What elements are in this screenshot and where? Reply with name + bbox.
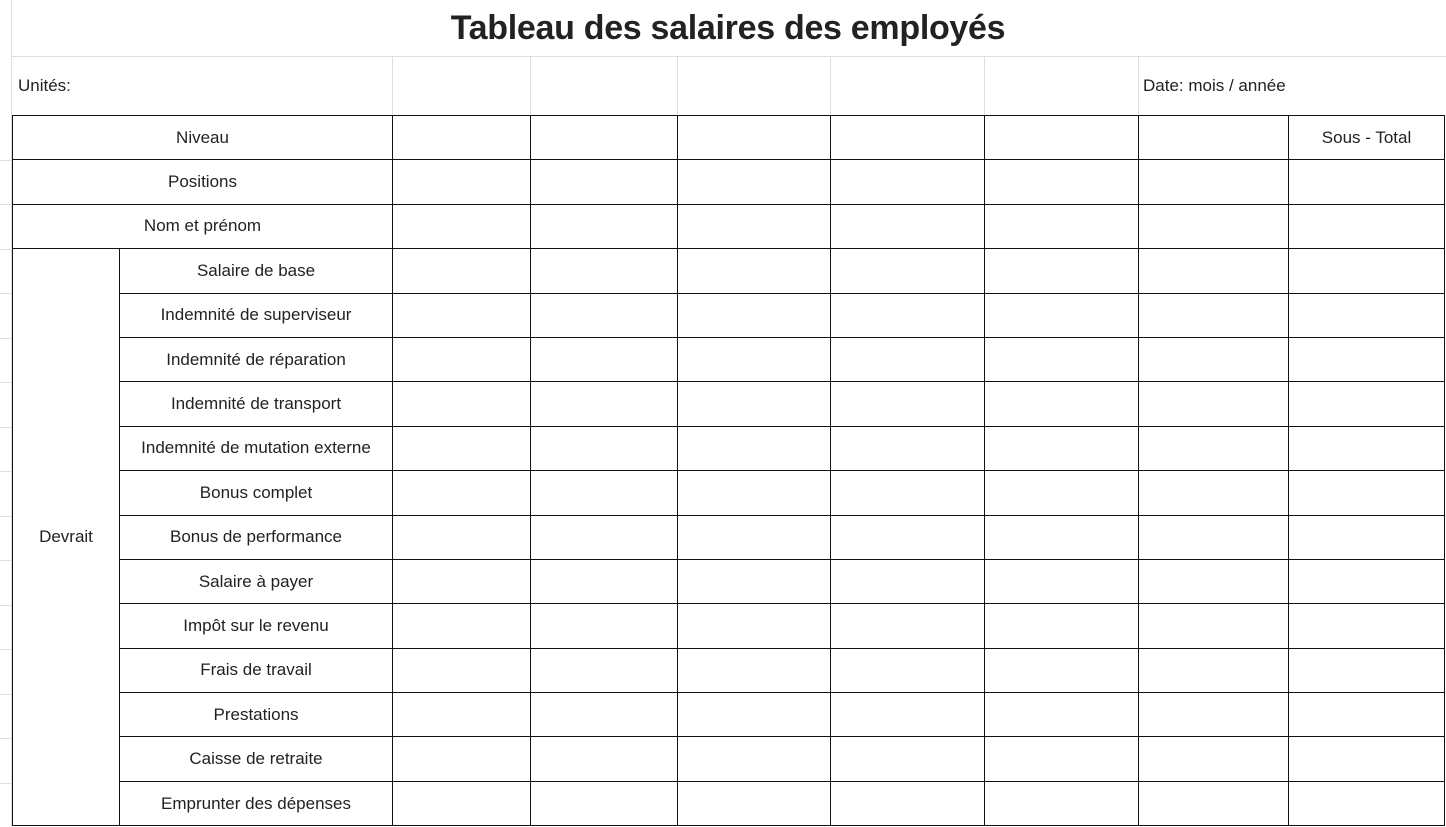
table-row [13,471,1445,515]
table-cell[interactable] [985,648,1139,692]
table-row [13,382,1445,426]
row-label-cell[interactable]: Salaire à payer [120,559,393,603]
table-cell[interactable] [1289,426,1445,470]
table-cell[interactable] [831,426,985,470]
table-cell[interactable] [985,471,1139,515]
table-cell[interactable] [393,426,531,470]
table-cell[interactable] [393,160,531,204]
table-cell[interactable] [985,249,1139,293]
gridline-vertical [392,57,393,115]
row-gridline [0,605,12,606]
table-row [13,116,1445,160]
table-cell[interactable] [531,515,678,559]
header-cell-niveau[interactable]: Niveau [13,116,393,160]
table-cell[interactable] [1289,471,1445,515]
table-cell[interactable] [1139,515,1289,559]
table-cell[interactable] [393,737,531,781]
table-row [13,693,1445,737]
table-row [13,781,1445,825]
gridline-vertical [677,57,678,115]
table-cell[interactable] [1139,382,1289,426]
row-label-cell[interactable]: Indemnité de transport [120,382,393,426]
date-label[interactable]: Date: mois / année [1143,76,1286,95]
table-cell[interactable] [678,249,831,293]
gridline-vertical [830,57,831,115]
table-row [13,559,1445,603]
table-row [13,204,1445,248]
table-cell[interactable] [1289,204,1445,248]
table-cell[interactable] [1139,559,1289,603]
gridline-vertical [984,57,985,115]
table-cell[interactable] [393,249,531,293]
table-cell[interactable] [831,160,985,204]
table-cell[interactable] [1139,160,1289,204]
row-gridline [0,338,12,339]
table-cell[interactable] [678,648,831,692]
row-gridline [0,694,12,695]
row-label-cell[interactable]: Indemnité de réparation [120,337,393,381]
table-cell[interactable] [531,781,678,825]
table-row [13,737,1445,781]
table-cell[interactable] [531,693,678,737]
table-cell[interactable] [1289,160,1445,204]
table-cell[interactable] [1139,204,1289,248]
table-cell[interactable] [831,116,985,160]
table-cell[interactable] [985,781,1139,825]
table-cell[interactable] [393,648,531,692]
row-gridline [0,516,12,517]
table-cell[interactable] [831,559,985,603]
table-cell[interactable] [531,648,678,692]
row-gridline [0,160,12,161]
table-cell[interactable] [678,382,831,426]
table-cell[interactable] [678,426,831,470]
table-cell[interactable] [393,471,531,515]
group-cell-devrait[interactable]: Devrait [13,249,120,826]
gridline-vertical [1138,57,1139,115]
table-cell[interactable] [1139,737,1289,781]
table-cell[interactable] [531,337,678,381]
table-row [13,293,1445,337]
table-cell[interactable] [531,116,678,160]
table-cell[interactable] [985,737,1139,781]
table-cell[interactable] [1139,693,1289,737]
table-cell[interactable] [531,293,678,337]
row-label-cell[interactable]: Bonus de performance [120,515,393,559]
table-cell[interactable] [831,204,985,248]
row-label-cell[interactable]: Indemnité de mutation externe [120,426,393,470]
row-gridline [0,382,12,383]
table-cell[interactable] [1289,648,1445,692]
table-cell[interactable] [831,604,985,648]
subtotal-header-cell[interactable]: Sous - Total [1289,116,1445,160]
table-cell[interactable] [831,249,985,293]
row-label-cell[interactable]: Indemnité de superviseur [120,293,393,337]
table-cell[interactable] [1139,648,1289,692]
row-gridline [0,738,12,739]
table-cell[interactable] [985,293,1139,337]
table-cell[interactable] [831,693,985,737]
table-cell[interactable] [393,116,531,160]
table-cell[interactable] [1289,604,1445,648]
table-cell[interactable] [678,204,831,248]
table-cell[interactable] [1139,426,1289,470]
table-row [13,160,1445,204]
table-cell[interactable] [1289,559,1445,603]
table-cell[interactable] [678,693,831,737]
table-cell[interactable] [531,604,678,648]
table-cell[interactable] [1289,515,1445,559]
table-cell[interactable] [678,471,831,515]
table-cell[interactable] [985,693,1139,737]
table-row [13,648,1445,692]
table-cell[interactable] [531,160,678,204]
table-cell[interactable] [531,737,678,781]
table-cell[interactable] [985,204,1139,248]
table-cell[interactable] [678,337,831,381]
table-cell[interactable] [1289,382,1445,426]
table-cell[interactable] [1139,293,1289,337]
table-cell[interactable] [678,116,831,160]
table-cell[interactable] [985,559,1139,603]
table-cell[interactable] [1139,116,1289,160]
table-cell[interactable] [678,737,831,781]
table-cell[interactable] [831,471,985,515]
table-cell[interactable] [678,604,831,648]
table-cell[interactable] [985,337,1139,381]
table-cell[interactable] [531,559,678,603]
row-label-cell[interactable]: Salaire de base [120,249,393,293]
row-gridline [0,649,12,650]
table-cell[interactable] [1289,293,1445,337]
table-cell[interactable] [1139,781,1289,825]
row-gridline [0,471,12,472]
row-label-cell[interactable]: Frais de travail [120,648,393,692]
table-cell[interactable] [1139,604,1289,648]
table-row [13,515,1445,559]
table-cell[interactable] [393,781,531,825]
row-label-cell[interactable]: Bonus complet [120,471,393,515]
row-label-cell[interactable]: Impôt sur le revenu [120,604,393,648]
table-cell[interactable] [985,160,1139,204]
header-cell-nom-prenom[interactable]: Nom et prénom [13,204,393,248]
table-row [13,337,1445,381]
table-cell[interactable] [393,604,531,648]
row-gridline [0,427,12,428]
table-cell[interactable] [393,382,531,426]
header-cell-positions[interactable]: Positions [13,160,393,204]
table-cell[interactable] [678,781,831,825]
table-cell[interactable] [831,382,985,426]
table-cell[interactable] [985,604,1139,648]
table-cell[interactable] [678,293,831,337]
row-gridline [0,560,12,561]
table-cell[interactable] [831,337,985,381]
table-cell[interactable] [531,249,678,293]
table-cell[interactable] [1289,337,1445,381]
table-cell[interactable] [393,337,531,381]
sheet-title[interactable]: Tableau des salaires des employés [450,8,1006,47]
table-cell[interactable] [393,293,531,337]
table-cell[interactable] [531,426,678,470]
table-cell[interactable] [1289,249,1445,293]
row-label-cell[interactable]: Prestations [120,693,393,737]
table-cell[interactable] [985,116,1139,160]
table-row [13,249,1445,293]
table-cell[interactable] [393,693,531,737]
table-cell[interactable] [678,515,831,559]
row-gridline [0,249,12,250]
table-cell[interactable] [393,204,531,248]
table-cell[interactable] [985,426,1139,470]
table-cell[interactable] [678,160,831,204]
row-label-cell[interactable]: Emprunter des dépenses [120,781,393,825]
gridline-vertical [530,57,531,115]
table-cell[interactable] [1289,737,1445,781]
table-cell[interactable] [678,559,831,603]
table-row [13,426,1445,470]
table-cell[interactable] [1139,337,1289,381]
table-cell[interactable] [393,559,531,603]
table-cell[interactable] [531,471,678,515]
table-cell[interactable] [1289,693,1445,737]
table-cell[interactable] [1289,781,1445,825]
table-row [13,604,1445,648]
table-cell[interactable] [985,382,1139,426]
table-cell[interactable] [393,515,531,559]
table-cell[interactable] [831,781,985,825]
row-gridline [0,204,12,205]
row-gridline [0,783,12,784]
table-cell[interactable] [1139,249,1289,293]
table-cell[interactable] [531,382,678,426]
table-cell[interactable] [831,515,985,559]
table-cell[interactable] [1139,471,1289,515]
units-label[interactable]: Unités: [18,76,71,95]
table-cell[interactable] [831,293,985,337]
salary-table [12,115,1445,826]
table-cell[interactable] [831,648,985,692]
table-cell[interactable] [831,737,985,781]
row-gridline [0,293,12,294]
row-label-cell[interactable]: Caisse de retraite [120,737,393,781]
table-cell[interactable] [985,515,1139,559]
table-cell[interactable] [531,204,678,248]
